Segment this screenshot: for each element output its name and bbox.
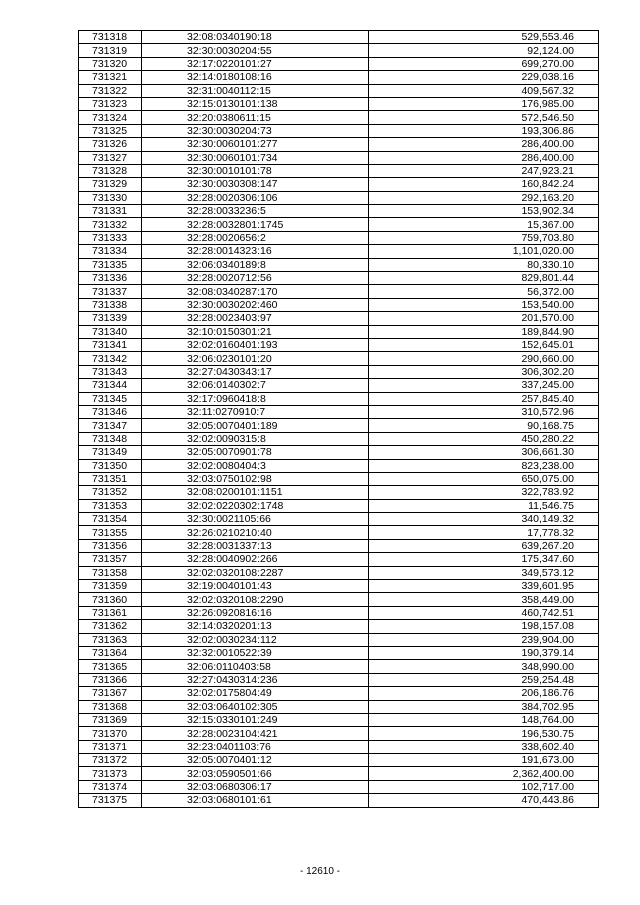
amount-cell: 17,778.32 bbox=[369, 526, 599, 539]
cadastral-number-cell: 32:30:0030308:147 bbox=[142, 178, 369, 191]
record-id-cell: 731363 bbox=[79, 633, 142, 646]
amount-cell: 148,764.00 bbox=[369, 713, 599, 726]
amount-cell: 650,075.00 bbox=[369, 472, 599, 485]
record-id-cell: 731364 bbox=[79, 646, 142, 659]
amount-cell: 1,101,020.00 bbox=[369, 245, 599, 258]
amount-cell: 160,842.24 bbox=[369, 178, 599, 191]
table-row bbox=[79, 513, 599, 526]
record-id-cell: 731333 bbox=[79, 231, 142, 244]
amount-cell: 639,267.20 bbox=[369, 539, 599, 552]
record-id-cell: 731351 bbox=[79, 472, 142, 485]
record-id-cell: 731319 bbox=[79, 44, 142, 57]
amount-cell: 306,661.30 bbox=[369, 446, 599, 459]
cadastral-number-cell: 32:30:0010101:78 bbox=[142, 164, 369, 177]
cadastral-number-cell: 32:28:0014323:16 bbox=[142, 245, 369, 258]
amount-cell: 470,443.86 bbox=[369, 794, 599, 807]
cadastral-number-cell: 32:20:0380611:15 bbox=[142, 111, 369, 124]
table-row bbox=[79, 606, 599, 619]
record-id-cell: 731318 bbox=[79, 31, 142, 44]
cadastral-number-cell: 32:14:0180108:16 bbox=[142, 71, 369, 84]
record-id-cell: 731356 bbox=[79, 539, 142, 552]
cadastral-number-cell: 32:06:0140302:7 bbox=[142, 379, 369, 392]
record-id-cell: 731352 bbox=[79, 486, 142, 499]
table-row bbox=[79, 660, 599, 673]
table-row bbox=[79, 57, 599, 70]
record-id-cell: 731328 bbox=[79, 164, 142, 177]
amount-cell: 247,923.21 bbox=[369, 164, 599, 177]
amount-cell: 196,530.75 bbox=[369, 727, 599, 740]
cadastral-number-cell: 32:28:0020712:56 bbox=[142, 272, 369, 285]
record-id-cell: 731372 bbox=[79, 754, 142, 767]
cadastral-number-cell: 32:17:0960418:8 bbox=[142, 392, 369, 405]
amount-cell: 2,362,400.00 bbox=[369, 767, 599, 780]
cadastral-number-cell: 32:28:0040902:266 bbox=[142, 553, 369, 566]
record-id-cell: 731362 bbox=[79, 620, 142, 633]
amount-cell: 176,985.00 bbox=[369, 97, 599, 110]
amount-cell: 153,540.00 bbox=[369, 298, 599, 311]
cadastral-number-cell: 32:28:0033236:5 bbox=[142, 205, 369, 218]
table-row bbox=[79, 526, 599, 539]
record-id-cell: 731368 bbox=[79, 700, 142, 713]
amount-cell: 572,546.50 bbox=[369, 111, 599, 124]
amount-cell: 339,601.95 bbox=[369, 580, 599, 593]
cadastral-number-cell: 32:02:0030234:112 bbox=[142, 633, 369, 646]
amount-cell: 229,038.16 bbox=[369, 71, 599, 84]
amount-cell: 348,990.00 bbox=[369, 660, 599, 673]
record-id-cell: 731339 bbox=[79, 312, 142, 325]
record-id-cell: 731322 bbox=[79, 84, 142, 97]
cadastral-number-cell: 32:03:0750102:98 bbox=[142, 472, 369, 485]
amount-cell: 259,254.48 bbox=[369, 673, 599, 686]
cadastral-number-cell: 32:02:0090315:8 bbox=[142, 432, 369, 445]
table-row bbox=[79, 646, 599, 659]
amount-cell: 409,567.32 bbox=[369, 84, 599, 97]
cadastral-number-cell: 32:28:0023403:97 bbox=[142, 312, 369, 325]
amount-cell: 189,844.90 bbox=[369, 325, 599, 338]
cadastral-number-cell: 32:03:0680101:61 bbox=[142, 794, 369, 807]
amount-cell: 286,400.00 bbox=[369, 138, 599, 151]
table-row bbox=[79, 405, 599, 418]
cadastral-number-cell: 32:27:0430343:17 bbox=[142, 365, 369, 378]
table-row bbox=[79, 780, 599, 793]
table-row bbox=[79, 111, 599, 124]
record-id-cell: 731354 bbox=[79, 513, 142, 526]
cadastral-number-cell: 32:02:0175804:49 bbox=[142, 687, 369, 700]
amount-cell: 92,124.00 bbox=[369, 44, 599, 57]
amount-cell: 340,149.32 bbox=[369, 513, 599, 526]
cadastral-number-cell: 32:06:0110403:58 bbox=[142, 660, 369, 673]
record-id-cell: 731320 bbox=[79, 57, 142, 70]
record-id-cell: 731371 bbox=[79, 740, 142, 753]
record-id-cell: 731370 bbox=[79, 727, 142, 740]
cadastral-number-cell: 32:06:0340189:8 bbox=[142, 258, 369, 271]
cadastral-number-cell: 32:03:0640102:305 bbox=[142, 700, 369, 713]
record-id-cell: 731366 bbox=[79, 673, 142, 686]
record-id-cell: 731335 bbox=[79, 258, 142, 271]
record-id-cell: 731329 bbox=[79, 178, 142, 191]
table-row bbox=[79, 272, 599, 285]
cadastral-number-cell: 32:02:0320108:2290 bbox=[142, 593, 369, 606]
table-row bbox=[79, 472, 599, 485]
cadastral-number-cell: 32:06:0230101:20 bbox=[142, 352, 369, 365]
records-table bbox=[78, 30, 599, 808]
amount-cell: 190,379.14 bbox=[369, 646, 599, 659]
amount-cell: 153,902.34 bbox=[369, 205, 599, 218]
table-row bbox=[79, 620, 599, 633]
record-id-cell: 731365 bbox=[79, 660, 142, 673]
table-row bbox=[79, 633, 599, 646]
table-row bbox=[79, 580, 599, 593]
cadastral-number-cell: 32:28:0020306:106 bbox=[142, 191, 369, 204]
record-id-cell: 731340 bbox=[79, 325, 142, 338]
table-row bbox=[79, 446, 599, 459]
amount-cell: 322,783.92 bbox=[369, 486, 599, 499]
record-id-cell: 731338 bbox=[79, 298, 142, 311]
table-row bbox=[79, 392, 599, 405]
amount-cell: 193,306.86 bbox=[369, 124, 599, 137]
cadastral-number-cell: 32:30:0021105:66 bbox=[142, 513, 369, 526]
table-row bbox=[79, 432, 599, 445]
table-row bbox=[79, 191, 599, 204]
amount-cell: 349,573.12 bbox=[369, 566, 599, 579]
cadastral-number-cell: 32:08:0200101:1151 bbox=[142, 486, 369, 499]
amount-cell: 206,186.76 bbox=[369, 687, 599, 700]
table-row bbox=[79, 727, 599, 740]
cadastral-number-cell: 32:08:0340287:170 bbox=[142, 285, 369, 298]
table-row bbox=[79, 486, 599, 499]
cadastral-number-cell: 32:05:0070401:12 bbox=[142, 754, 369, 767]
table-row bbox=[79, 419, 599, 432]
table-row bbox=[79, 700, 599, 713]
cadastral-number-cell: 32:28:0031337:13 bbox=[142, 539, 369, 552]
record-id-cell: 731359 bbox=[79, 580, 142, 593]
table-row bbox=[79, 673, 599, 686]
record-id-cell: 731373 bbox=[79, 767, 142, 780]
record-id-cell: 731342 bbox=[79, 352, 142, 365]
amount-cell: 286,400.00 bbox=[369, 151, 599, 164]
record-id-cell: 731345 bbox=[79, 392, 142, 405]
amount-cell: 152,645.01 bbox=[369, 338, 599, 351]
record-id-cell: 731361 bbox=[79, 606, 142, 619]
record-id-cell: 731348 bbox=[79, 432, 142, 445]
cadastral-number-cell: 32:23:0401103:76 bbox=[142, 740, 369, 753]
amount-cell: 90,168.75 bbox=[369, 419, 599, 432]
cadastral-number-cell: 32:28:0023104:421 bbox=[142, 727, 369, 740]
cadastral-number-cell: 32:05:0070401:189 bbox=[142, 419, 369, 432]
table-row bbox=[79, 459, 599, 472]
cadastral-number-cell: 32:03:0680306:17 bbox=[142, 780, 369, 793]
table-row bbox=[79, 298, 599, 311]
record-id-cell: 731341 bbox=[79, 338, 142, 351]
cadastral-number-cell: 32:26:0920816:16 bbox=[142, 606, 369, 619]
amount-cell: 102,717.00 bbox=[369, 780, 599, 793]
table-row bbox=[79, 84, 599, 97]
record-id-cell: 731360 bbox=[79, 593, 142, 606]
record-id-cell: 731325 bbox=[79, 124, 142, 137]
table-row bbox=[79, 205, 599, 218]
amount-cell: 338,602.40 bbox=[369, 740, 599, 753]
record-id-cell: 731324 bbox=[79, 111, 142, 124]
amount-cell: 257,845.40 bbox=[369, 392, 599, 405]
table-row bbox=[79, 754, 599, 767]
record-id-cell: 731326 bbox=[79, 138, 142, 151]
amount-cell: 384,702.95 bbox=[369, 700, 599, 713]
cadastral-number-cell: 32:02:0080404:3 bbox=[142, 459, 369, 472]
table-row bbox=[79, 553, 599, 566]
table-row bbox=[79, 178, 599, 191]
record-id-cell: 731358 bbox=[79, 566, 142, 579]
amount-cell: 15,367.00 bbox=[369, 218, 599, 231]
amount-cell: 529,553.46 bbox=[369, 31, 599, 44]
amount-cell: 11,546.75 bbox=[369, 499, 599, 512]
amount-cell: 450,280.22 bbox=[369, 432, 599, 445]
table-row bbox=[79, 97, 599, 110]
cadastral-number-cell: 32:08:0340190:18 bbox=[142, 31, 369, 44]
record-id-cell: 731343 bbox=[79, 365, 142, 378]
record-id-cell: 731334 bbox=[79, 245, 142, 258]
table-row bbox=[79, 767, 599, 780]
amount-cell: 310,572.96 bbox=[369, 405, 599, 418]
record-id-cell: 731374 bbox=[79, 780, 142, 793]
record-id-cell: 731344 bbox=[79, 379, 142, 392]
cadastral-number-cell: 32:30:0030204:55 bbox=[142, 44, 369, 57]
cadastral-number-cell: 32:10:0150301:21 bbox=[142, 325, 369, 338]
amount-cell: 699,270.00 bbox=[369, 57, 599, 70]
amount-cell: 358,449.00 bbox=[369, 593, 599, 606]
table-row bbox=[79, 499, 599, 512]
table-row bbox=[79, 379, 599, 392]
record-id-cell: 731332 bbox=[79, 218, 142, 231]
cadastral-number-cell: 32:28:0032801:1745 bbox=[142, 218, 369, 231]
cadastral-number-cell: 32:19:0040101:43 bbox=[142, 580, 369, 593]
table-row bbox=[79, 124, 599, 137]
cadastral-number-cell: 32:28:0020656:2 bbox=[142, 231, 369, 244]
table-row bbox=[79, 539, 599, 552]
cadastral-number-cell: 32:30:0030204:73 bbox=[142, 124, 369, 137]
cadastral-number-cell: 32:32:0010522:39 bbox=[142, 646, 369, 659]
amount-cell: 823,238.00 bbox=[369, 459, 599, 472]
cadastral-number-cell: 32:02:0160401:193 bbox=[142, 338, 369, 351]
table-row bbox=[79, 312, 599, 325]
cadastral-number-cell: 32:26:0210210:40 bbox=[142, 526, 369, 539]
amount-cell: 201,570.00 bbox=[369, 312, 599, 325]
amount-cell: 460,742.51 bbox=[369, 606, 599, 619]
record-id-cell: 731357 bbox=[79, 553, 142, 566]
record-id-cell: 731353 bbox=[79, 499, 142, 512]
table-row bbox=[79, 285, 599, 298]
record-id-cell: 731375 bbox=[79, 794, 142, 807]
table-row bbox=[79, 352, 599, 365]
amount-cell: 759,703.80 bbox=[369, 231, 599, 244]
table-row bbox=[79, 794, 599, 807]
amount-cell: 175,347.60 bbox=[369, 553, 599, 566]
cadastral-number-cell: 32:02:0220302:1748 bbox=[142, 499, 369, 512]
table-row bbox=[79, 231, 599, 244]
cadastral-number-cell: 32:30:0030202:460 bbox=[142, 298, 369, 311]
record-id-cell: 731346 bbox=[79, 405, 142, 418]
table-row bbox=[79, 566, 599, 579]
amount-cell: 290,660.00 bbox=[369, 352, 599, 365]
record-id-cell: 731355 bbox=[79, 526, 142, 539]
record-id-cell: 731336 bbox=[79, 272, 142, 285]
cadastral-number-cell: 32:11:0270910:7 bbox=[142, 405, 369, 418]
table-row bbox=[79, 71, 599, 84]
table-row bbox=[79, 44, 599, 57]
table-row bbox=[79, 258, 599, 271]
amount-cell: 198,157.08 bbox=[369, 620, 599, 633]
record-id-cell: 731369 bbox=[79, 713, 142, 726]
amount-cell: 239,904.00 bbox=[369, 633, 599, 646]
page-number: - 12610 - bbox=[299, 866, 341, 877]
record-id-cell: 731327 bbox=[79, 151, 142, 164]
record-id-cell: 731330 bbox=[79, 191, 142, 204]
amount-cell: 337,245.00 bbox=[369, 379, 599, 392]
table-row bbox=[79, 365, 599, 378]
table-row bbox=[79, 687, 599, 700]
cadastral-number-cell: 32:15:0330101:249 bbox=[142, 713, 369, 726]
amount-cell: 829,801.44 bbox=[369, 272, 599, 285]
cadastral-number-cell: 32:30:0060101:734 bbox=[142, 151, 369, 164]
amount-cell: 56,372.00 bbox=[369, 285, 599, 298]
record-id-cell: 731349 bbox=[79, 446, 142, 459]
table-row bbox=[79, 338, 599, 351]
record-id-cell: 731331 bbox=[79, 205, 142, 218]
cadastral-number-cell: 32:05:0070901:78 bbox=[142, 446, 369, 459]
table-row bbox=[79, 138, 599, 151]
record-id-cell: 731350 bbox=[79, 459, 142, 472]
cadastral-number-cell: 32:14:0320201:13 bbox=[142, 620, 369, 633]
cadastral-number-cell: 32:15:0130101:138 bbox=[142, 97, 369, 110]
amount-cell: 292,163.20 bbox=[369, 191, 599, 204]
amount-cell: 191,673.00 bbox=[369, 754, 599, 767]
table-row bbox=[79, 151, 599, 164]
table-row bbox=[79, 245, 599, 258]
record-id-cell: 731337 bbox=[79, 285, 142, 298]
table-row bbox=[79, 325, 599, 338]
amount-cell: 306,302.20 bbox=[369, 365, 599, 378]
cadastral-number-cell: 32:02:0320108:2287 bbox=[142, 566, 369, 579]
table-row bbox=[79, 740, 599, 753]
record-id-cell: 731367 bbox=[79, 687, 142, 700]
record-id-cell: 731323 bbox=[79, 97, 142, 110]
table-row bbox=[79, 31, 599, 44]
record-id-cell: 731347 bbox=[79, 419, 142, 432]
amount-cell: 80,330.10 bbox=[369, 258, 599, 271]
records-table-body bbox=[79, 31, 599, 808]
record-id-cell: 731321 bbox=[79, 71, 142, 84]
cadastral-number-cell: 32:30:0060101:277 bbox=[142, 138, 369, 151]
cadastral-number-cell: 32:31:0040112:15 bbox=[142, 84, 369, 97]
table-row bbox=[79, 713, 599, 726]
cadastral-number-cell: 32:03:0590501:66 bbox=[142, 767, 369, 780]
table-row bbox=[79, 218, 599, 231]
cadastral-number-cell: 32:17:0220101:27 bbox=[142, 57, 369, 70]
table-row bbox=[79, 164, 599, 177]
cadastral-number-cell: 32:27:0430314:236 bbox=[142, 673, 369, 686]
table-row bbox=[79, 593, 599, 606]
